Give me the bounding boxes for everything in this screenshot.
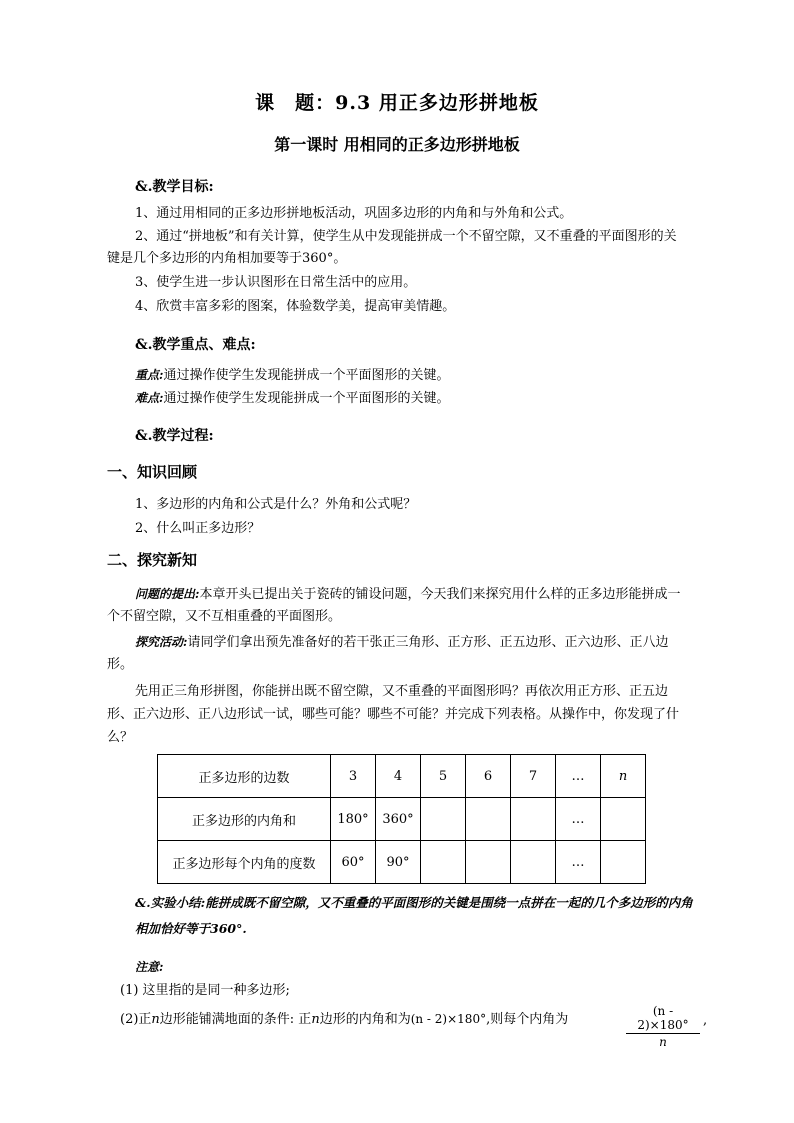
table-cell: [511, 798, 556, 841]
table-cell: [466, 798, 511, 841]
note-text: (2)正: [120, 1012, 152, 1027]
table-cell: 5: [421, 755, 466, 798]
heading-goals: &.教学目标:: [135, 179, 214, 195]
fraction-denominator: n: [659, 1035, 667, 1049]
activity-text: 请同学们拿出预先准备好的若干张正三角形、正方形、正五边形、正六边形、正八边形。: [107, 635, 669, 672]
table-cell: [421, 798, 466, 841]
fraction-numerator: (n - 2)×180°: [626, 1004, 700, 1034]
note-variable: n: [311, 1012, 320, 1027]
table-cell: [421, 841, 466, 884]
table-row: [158, 798, 646, 841]
hard-point: [107, 387, 687, 410]
table-cell: 正多边形的内角和: [158, 798, 331, 841]
problem-label: 问题的提出:: [135, 587, 200, 601]
table-cell: [601, 798, 646, 841]
table-row: [158, 841, 646, 884]
instruction-paragraph: 先用正三角形拼图，你能拼出既不留空隙，又不重叠的平面图形吗？再依次用正方形、正五边形、正六边形、正八边形试一试，哪些可能？哪些不可能？并完成下列表格。从操作中，你发现了什么？: [107, 684, 680, 745]
table-cell: [511, 841, 556, 884]
hard-text: 通过操作使学生发现能拼成一个平面图形的关键。: [163, 391, 450, 406]
key-text: 通过操作使学生发现能拼成一个平面图形的关键。: [163, 368, 450, 383]
note-item-1: (1) 这里指的是同一种多边形;: [120, 983, 290, 998]
experiment-summary: [135, 890, 705, 942]
page-title: 课 题：9.3 用正多边形拼地板: [255, 92, 539, 114]
note-variable: n: [151, 1012, 160, 1027]
note-label: 注意:: [135, 960, 164, 974]
polygon-table: [157, 754, 646, 884]
activity-paragraph: [107, 631, 687, 676]
table-cell: 360°: [376, 798, 421, 841]
heading-review: 一、知识回顾: [107, 463, 198, 481]
table-cell: 60°: [331, 841, 376, 884]
problem-paragraph: [107, 583, 687, 628]
activity-label: 探究活动:: [135, 635, 188, 649]
table-cell: n: [601, 755, 646, 798]
goal-item-3: 3、使学生进一步认识图形在日常生活中的应用。: [135, 275, 417, 290]
review-q1: 1、多边形的内角和公式是什么？外角和公式呢？: [135, 497, 417, 512]
table-cell: 90°: [376, 841, 421, 884]
summary-text: 能拼成既不留空隙，又不重叠的平面图形的关键是围绕一点拼在一起的几个多边形的内角相加恰好等于360°.: [135, 895, 693, 936]
table-cell: …: [556, 798, 601, 841]
review-q2: 2、什么叫正多边形？: [135, 521, 261, 536]
hard-label: 难点:: [135, 391, 164, 405]
note-text: ,则每个内角为: [486, 1012, 569, 1027]
key-point: [107, 364, 687, 387]
goal-item-1: 1、通过用相同的正多边形拼地板活动，巩固多边形的内角和与外角和公式。: [135, 206, 573, 221]
note-text: 边形能铺满地面的条件: 正: [159, 1012, 312, 1027]
interior-angle-fraction: [626, 1004, 700, 1049]
page-subtitle: 第一课时 用相同的正多边形拼地板: [274, 135, 520, 154]
table-cell: …: [556, 841, 601, 884]
table-cell: 6: [466, 755, 511, 798]
table-cell: 4: [376, 755, 421, 798]
heading-explore: 二、探究新知: [107, 551, 198, 569]
summary-label: &.实验小结:: [135, 895, 206, 910]
table-cell: 7: [511, 755, 556, 798]
table-cell: 3: [331, 755, 376, 798]
problem-text: 本章开头已提出关于瓷砖的铺设问题，今天我们来探究用什么样的正多边形能拼成一个不留空隙，又不互相重叠的平面图形。: [107, 587, 681, 624]
table-cell: [601, 841, 646, 884]
table-cell: 正多边形每个内角的度数: [158, 841, 331, 884]
goal-item-2: 2、通过“拼地板”和有关计算，使学生从中发现能拼成一个不留空隙，又不重叠的平面图形的关键是几个多边形的内角相加要等于360°。: [107, 229, 677, 266]
table-cell: …: [556, 755, 601, 798]
note-item-2-end: ,: [703, 1013, 708, 1028]
table-cell: 正多边形的边数: [158, 755, 331, 798]
table-cell: [466, 841, 511, 884]
key-label: 重点:: [135, 368, 164, 382]
note-text: 边形的内角和为: [319, 1012, 411, 1027]
note-item-2: [120, 1008, 630, 1031]
goal-item-4: 4、欣赏丰富多彩的图案，体验数学美，提高审美情趣。: [135, 299, 456, 314]
heading-key-points: &.教学重点、难点:: [135, 337, 256, 353]
table-row: [158, 755, 646, 798]
heading-process: &.教学过程:: [135, 428, 214, 444]
note-formula: (n - 2)×180°: [410, 1012, 487, 1026]
table-cell: 180°: [331, 798, 376, 841]
